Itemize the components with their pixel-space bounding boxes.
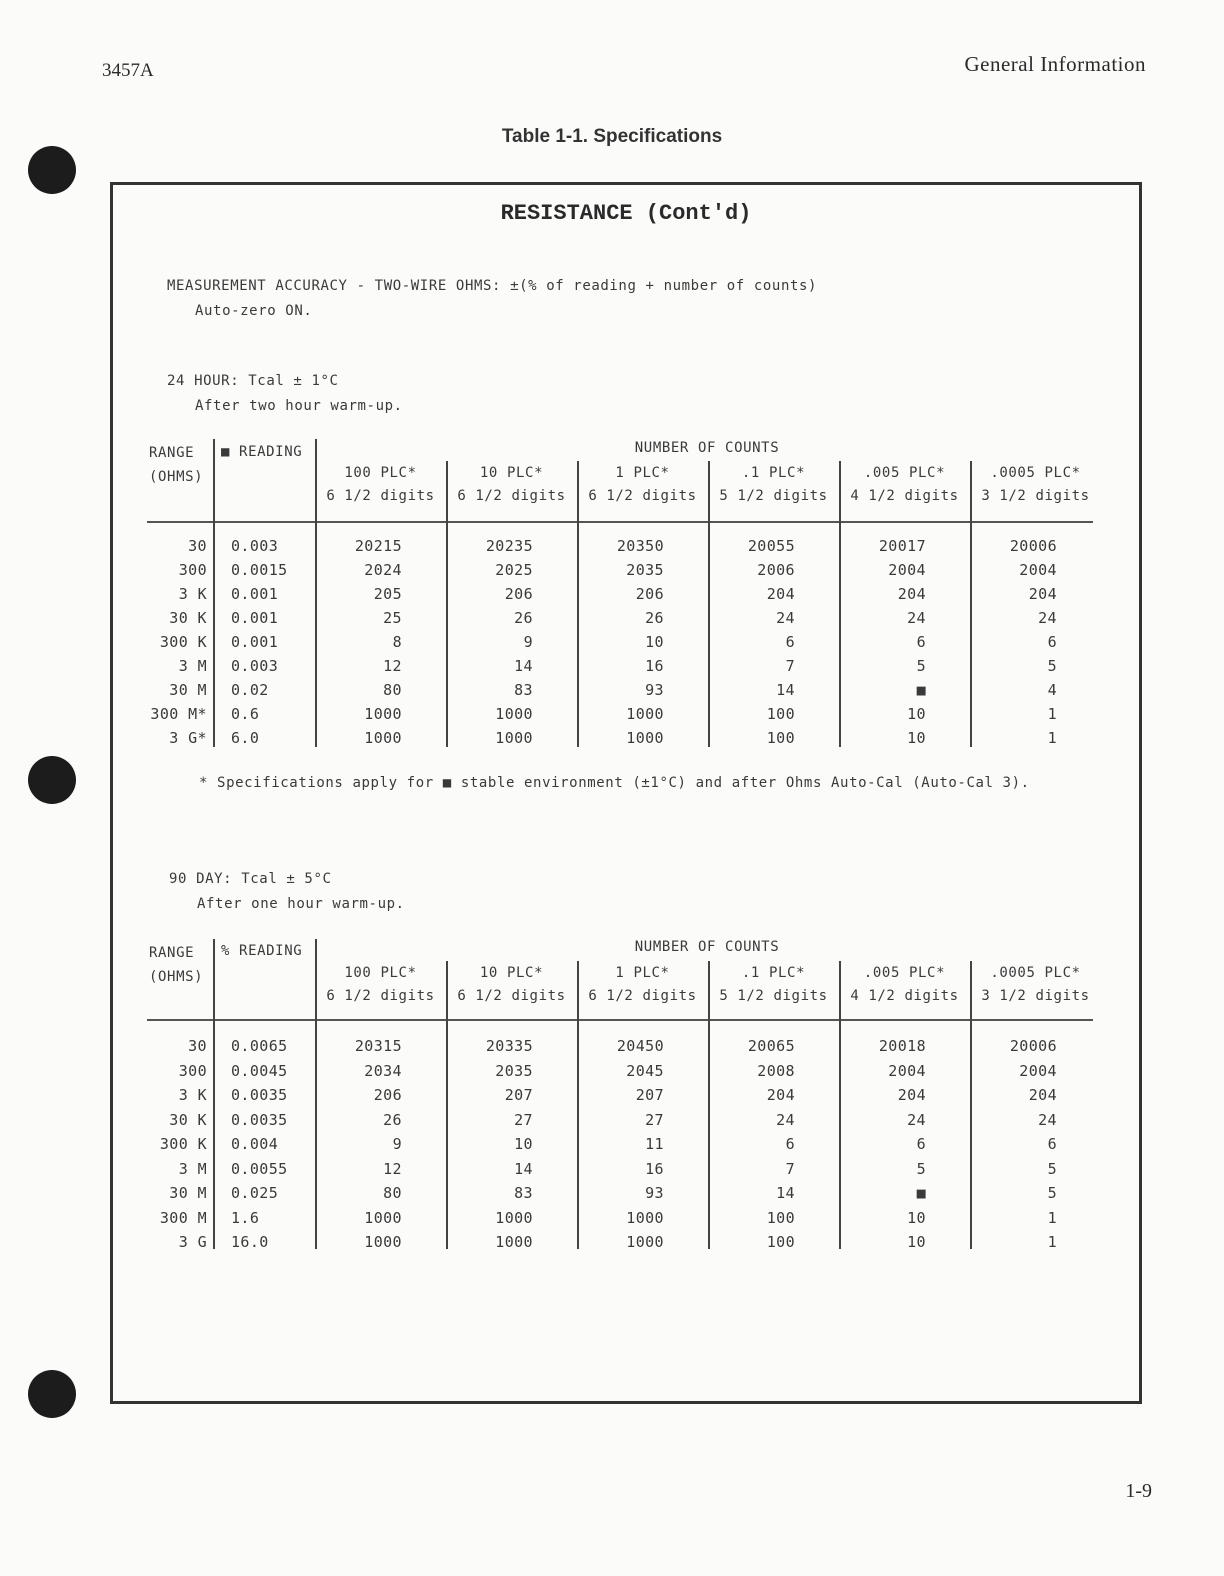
reading-cell: 0.0035 [231,1110,288,1129]
count-cell: 10 [514,1135,533,1153]
range-cell: 300 [178,561,207,579]
digits-header: 6 1/2 digits [457,988,566,1004]
reading-cell: 1.6 [231,1208,260,1227]
digits-header: 3 1/2 digits [981,488,1090,504]
count-cell: 24 [1038,1110,1057,1129]
range-cell: 3 M [178,1159,207,1178]
binder-hole-top [28,146,76,194]
count-cell: 5 [1047,657,1057,675]
count-cell: 26 [514,609,533,627]
count-cell: 27 [645,1110,664,1129]
count-cell: 14 [514,657,533,675]
table-caption: Table 1-1. Specifications [501,126,723,147]
count-cell: 206 [504,585,533,603]
range-units-header: (OHMS) [149,469,204,485]
count-cell: 2045 [626,1061,664,1080]
plc-header: .005 PLC* [863,965,946,981]
plc-header: 10 PLC* [479,965,544,981]
digits-header: 6 1/2 digits [326,488,435,504]
count-cell: 25 [383,609,402,627]
count-cell: 1000 [364,705,402,723]
binder-hole-middle [28,756,76,804]
reading-cell: 0.025 [231,1184,279,1202]
count-cell: 100 [766,705,795,723]
count-cell: 20450 [616,1037,664,1055]
count-cell: ■ [916,681,926,699]
count-cell: 1000 [364,729,402,747]
count-cell: 204 [897,1086,926,1104]
count-cell: 80 [383,1184,402,1202]
count-cell: 1000 [495,705,533,723]
count-cell: 100 [766,1233,795,1251]
count-cell: 206 [373,1086,402,1104]
count-cell: 6 [785,633,795,651]
count-cell: 14 [514,1159,533,1178]
count-cell: 10 [907,705,926,723]
count-cell: 6 [1047,633,1057,651]
table-24h-title: 24 HOUR: Tcal ± 1°C [167,373,339,389]
reading-cell: 0.003 [231,657,279,675]
plc-header: .1 PLC* [741,965,806,981]
count-cell: 20006 [1009,1037,1057,1055]
count-cell: 206 [635,585,664,603]
count-cell: 16 [645,657,664,675]
count-cell: 10 [907,1233,926,1251]
count-cell: 6 [785,1135,795,1153]
counts-group-header: NUMBER OF COUNTS [634,440,780,456]
range-cell: 30 K [169,1110,207,1129]
range-cell: 300 M* [150,705,207,723]
digits-header: 5 1/2 digits [719,488,828,504]
count-cell: 2004 [1019,561,1057,579]
plc-header: .0005 PLC* [990,965,1081,981]
range-cell: 30 [188,1037,207,1055]
count-cell: 20055 [747,537,795,555]
table-90d-title: 90 DAY: Tcal ± 5°C [169,871,332,887]
count-cell: 20335 [485,1037,533,1055]
digits-header: 6 1/2 digits [457,488,566,504]
count-cell: 4 [1047,681,1057,699]
count-cell: 20350 [616,537,664,555]
digits-header: 6 1/2 digits [326,988,435,1004]
reading-cell: 0.001 [231,609,279,627]
count-cell: 1000 [626,705,664,723]
range-header: RANGE [149,945,195,961]
count-cell: 10 [907,729,926,747]
reading-cell: 0.0065 [231,1037,288,1055]
count-cell: 5 [916,657,926,675]
model-number: 3457A [102,60,154,81]
count-cell: 10 [645,633,664,651]
count-cell: 11 [645,1135,664,1153]
count-cell: 80 [383,681,402,699]
range-cell: 3 G* [169,729,207,747]
count-cell: 2035 [626,561,664,579]
count-cell: 2004 [1019,1061,1057,1080]
count-cell: 1000 [495,1208,533,1227]
count-cell: 24 [776,1110,795,1129]
count-cell: 27 [514,1110,533,1129]
range-header: RANGE [149,445,195,461]
count-cell: 14 [776,1184,795,1202]
reading-cell: 0.6 [231,705,260,723]
range-cell: 30 K [169,609,207,627]
plc-header: .005 PLC* [863,465,946,481]
count-cell: 2008 [757,1061,795,1080]
digits-header: 3 1/2 digits [981,988,1090,1004]
range-cell: 300 K [159,633,207,651]
count-cell: 20017 [878,537,926,555]
count-cell: 20235 [485,537,533,555]
count-cell: 2025 [495,561,533,579]
count-cell: 83 [514,1184,533,1202]
count-cell: 24 [907,609,926,627]
reading-cell: 0.0035 [231,1086,288,1104]
count-cell: 24 [1038,609,1057,627]
range-cell: 300 [178,1061,207,1080]
table-24h [147,437,1097,749]
count-cell: 204 [897,585,926,603]
digits-header: 4 1/2 digits [850,488,959,504]
count-cell: 1000 [495,729,533,747]
count-cell: 20018 [878,1037,926,1055]
count-cell: 1000 [626,1233,664,1251]
count-cell: 20065 [747,1037,795,1055]
binder-hole-bottom [28,1370,76,1418]
reading-cell: 16.0 [231,1233,269,1251]
count-cell: 93 [645,1184,664,1202]
plc-header: 10 PLC* [479,465,544,481]
count-cell: 2035 [495,1061,533,1080]
count-cell: 8 [392,633,402,651]
measurement-accuracy-label: MEASUREMENT ACCURACY - TWO-WIRE OHMS: ±(% of reading + number of counts) [167,278,818,294]
count-cell: 204 [766,585,795,603]
reading-header: ■ READING [221,444,303,460]
range-units-header: (OHMS) [149,969,204,985]
count-cell: 10 [907,1208,926,1227]
range-cell: 30 M [169,681,207,699]
reading-cell: 0.0045 [231,1061,288,1080]
count-cell: 1 [1047,1233,1057,1251]
reading-cell: 6.0 [231,729,260,747]
auto-zero-note: Auto-zero ON. [195,303,313,319]
digits-header: 6 1/2 digits [588,488,697,504]
range-cell: 300 K [159,1135,207,1153]
count-cell: 20315 [354,1037,402,1055]
count-cell: 83 [514,681,533,699]
table-90d [147,935,1097,1251]
count-cell: 12 [383,1159,402,1178]
digits-header: 6 1/2 digits [588,988,697,1004]
digits-header: 5 1/2 digits [719,988,828,1004]
count-cell: 6 [1047,1135,1057,1153]
count-cell: 26 [645,609,664,627]
page-number: 1-9 [1125,1480,1152,1502]
count-cell: 2006 [757,561,795,579]
range-cell: 3 M [178,657,207,675]
range-cell: 3 K [178,585,207,603]
range-cell: 3 K [178,1086,207,1104]
count-cell: 93 [645,681,664,699]
counts-group-header: NUMBER OF COUNTS [634,939,780,955]
count-cell: 24 [907,1110,926,1129]
count-cell: 24 [776,609,795,627]
reading-header: % READING [221,943,303,959]
count-cell: 5 [916,1159,926,1178]
reading-cell: 0.004 [231,1135,279,1153]
count-cell: 1000 [626,1208,664,1227]
count-cell: 1 [1047,705,1057,723]
plc-header: .1 PLC* [741,465,806,481]
plc-header: 100 PLC* [344,965,417,981]
table-90d-subtitle: After one hour warm-up. [197,896,405,912]
count-cell: 1 [1047,1208,1057,1227]
count-cell: 2004 [888,561,926,579]
range-cell: 30 M [169,1184,207,1202]
table-24h-subtitle: After two hour warm-up. [195,398,403,414]
count-cell: 5 [1047,1159,1057,1178]
count-cell: 9 [392,1135,402,1153]
count-cell: 100 [766,729,795,747]
count-cell: 26 [383,1110,402,1129]
count-cell: ■ [916,1184,926,1202]
count-cell: 1000 [626,729,664,747]
reading-cell: 0.0055 [231,1159,288,1178]
count-cell: 6 [916,1135,926,1153]
range-cell: 30 [188,537,207,555]
count-cell: 20006 [1009,537,1057,555]
panel-title: RESISTANCE (Cont'd) [500,201,752,226]
count-cell: 1000 [495,1233,533,1251]
count-cell: 204 [766,1086,795,1104]
count-cell: 2004 [888,1061,926,1080]
reading-cell: 0.0015 [231,561,288,579]
count-cell: 12 [383,657,402,675]
count-cell: 2024 [364,561,402,579]
plc-header: 1 PLC* [615,465,670,481]
plc-header: 1 PLC* [615,965,670,981]
count-cell: 9 [523,633,533,651]
count-cell: 204 [1028,585,1057,603]
count-cell: 16 [645,1159,664,1178]
reading-cell: 0.02 [231,681,269,699]
count-cell: 1000 [364,1208,402,1227]
count-cell: 14 [776,681,795,699]
count-cell: 205 [373,585,402,603]
count-cell: 2034 [364,1061,402,1080]
count-cell: 207 [504,1086,533,1104]
count-cell: 1000 [364,1233,402,1251]
plc-header: .0005 PLC* [990,465,1081,481]
count-cell: 204 [1028,1086,1057,1104]
count-cell: 207 [635,1086,664,1104]
range-cell: 300 M [159,1208,207,1227]
count-cell: 20215 [354,537,402,555]
digits-header: 4 1/2 digits [850,988,959,1004]
reading-cell: 0.003 [231,537,279,555]
footnote: * Specifications apply for ■ stable environment (±1°C) and after Ohms Auto-Cal (Auto-Cal 3). [199,775,1030,791]
count-cell: 100 [766,1208,795,1227]
count-cell: 6 [916,633,926,651]
plc-header: 100 PLC* [344,465,417,481]
count-cell: 1 [1047,729,1057,747]
count-cell: 7 [785,657,795,675]
count-cell: 5 [1047,1184,1057,1202]
spec-panel [110,182,1142,1404]
reading-cell: 0.001 [231,633,279,651]
reading-cell: 0.001 [231,585,279,603]
section-title: General Information [964,52,1146,76]
range-cell: 3 G [178,1233,207,1251]
count-cell: 7 [785,1159,795,1178]
